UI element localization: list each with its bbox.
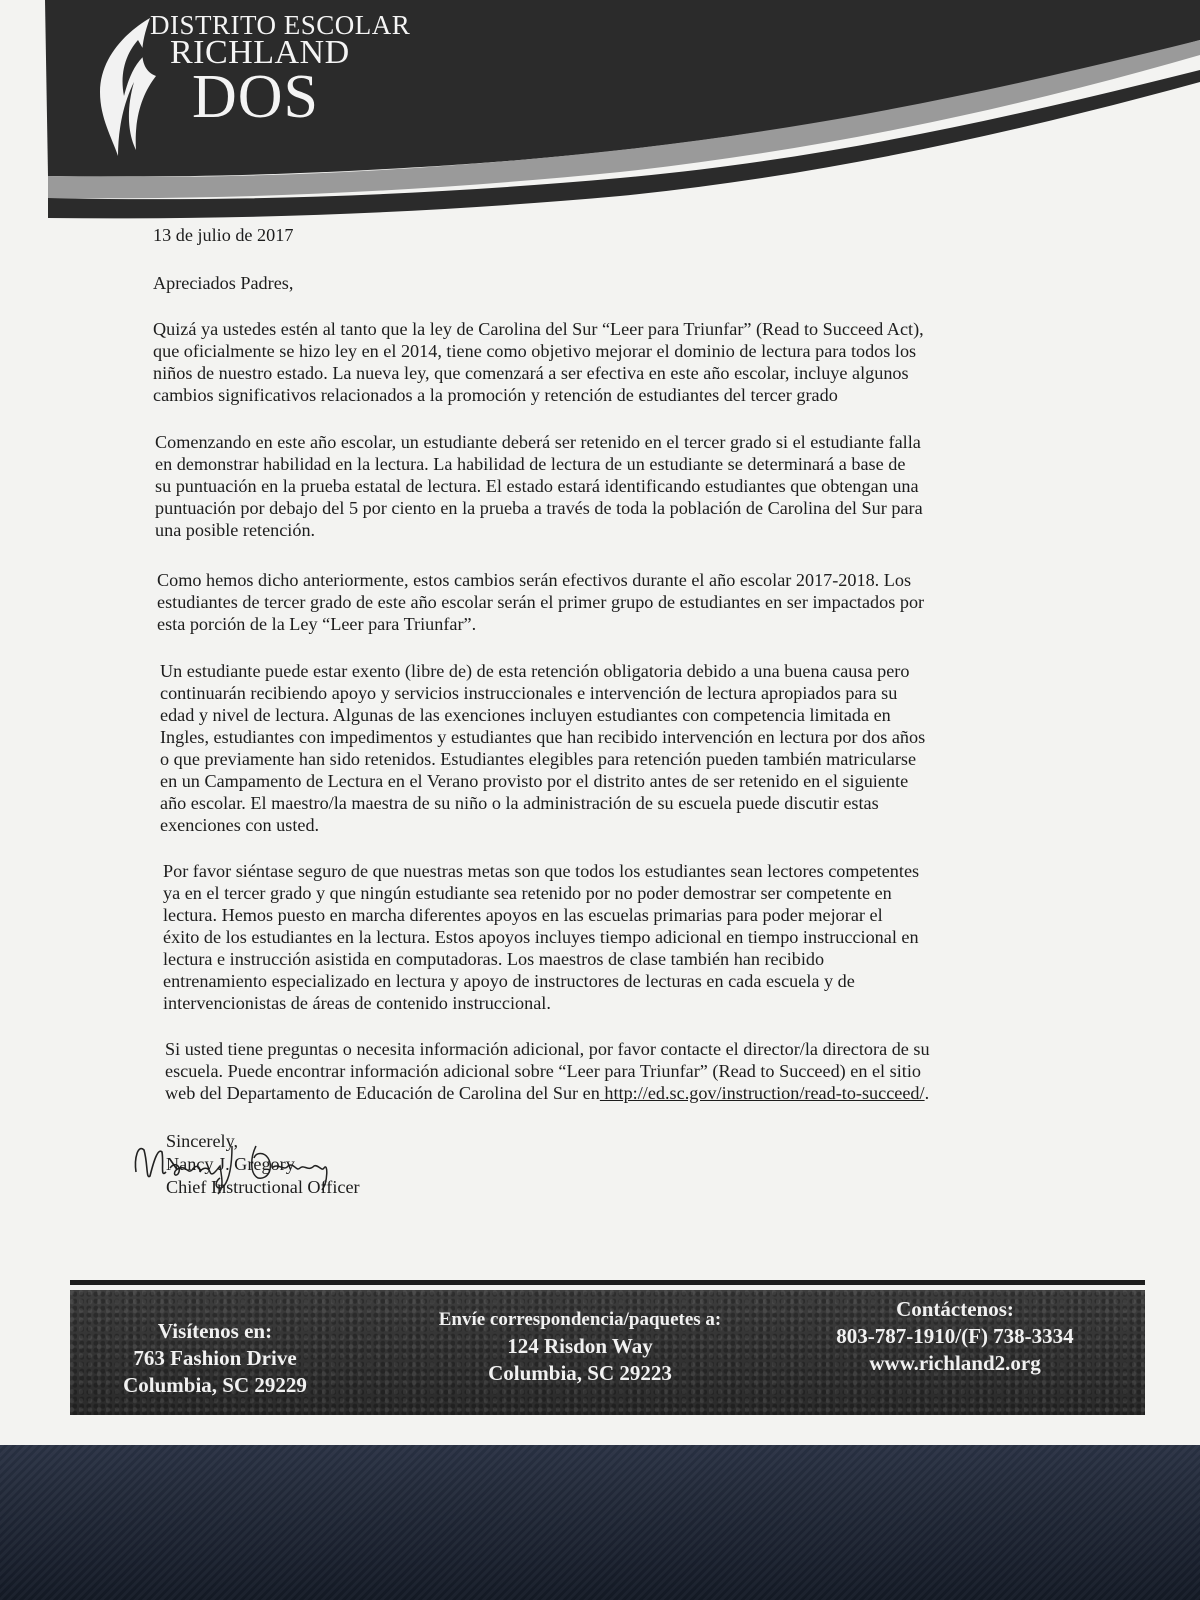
paragraph-line: ya en el tercer grado y que ningún estudiante sea retenido por no poder demostrar ser competente en	[163, 883, 892, 903]
paragraph-line: esta porción de la Ley “Leer para Triunfar”.	[157, 614, 477, 634]
paragraph-line: una posible retención.	[155, 520, 316, 540]
paragraph-line: intervencionistas de áreas de contenido instruccional.	[163, 993, 551, 1013]
paragraph-line: éxito de los estudiantes en la lectura. Estos apoyos incluyes tiempo adicional en tiempo instruccional en	[163, 927, 919, 947]
paragraph-line: cambios significativos relacionados a la promoción y retención de estudiantes del tercer grado	[153, 385, 838, 405]
paragraph-line: su puntuación en la prueba estatal de lectura. El estado estará identificando estudiantes que obtengan una	[155, 476, 919, 496]
paragraph-line: año escolar. El maestro/la maestra de su niño o la administración de su escuela puede discutir estas	[160, 793, 879, 813]
letter-greeting: Apreciados Padres,	[153, 273, 294, 293]
paragraph-line: Un estudiante puede estar exento (libre de) de esta retención obligatoria debido a una buena causa pero	[160, 661, 910, 681]
paragraph	[153, 318, 924, 406]
paragraph-line: edad y nivel de lectura. Algunas de las exenciones incluyen estudiantes con competencia limitada en	[160, 705, 891, 725]
paragraph-line: o que previamente han sido retenidos. Estudiantes elegibles para retención pueden también matricularse	[160, 749, 917, 769]
paragraph-line: lectura. Hemos puesto en marcha diferentes apoyos en las escuelas primarias para poder mejorar el	[163, 905, 883, 925]
link-suffix: .	[924, 1083, 930, 1103]
footer-visit	[100, 1318, 330, 1399]
footer-band	[70, 1290, 1145, 1415]
footer-contact-phone: 803-787-1910/(F) 738-3334	[836, 1324, 1074, 1348]
paragraph-line: lectura e instrucción asistida en computadoras. Los maestros de clase también han recibido	[163, 949, 825, 969]
letterhead	[0, 0, 1200, 230]
letter-date: 13 de julio de 2017	[153, 225, 294, 245]
paragraph	[163, 860, 919, 1014]
paragraph-line: Como hemos dicho anteriormente, estos cambios serán efectivos durante el año escolar 2017-2018. Los	[157, 570, 912, 590]
paragraph-line: Por favor siéntase seguro de que nuestras metas son que todos los estudiantes sean lectores competentes	[163, 861, 920, 881]
paragraph	[155, 431, 923, 541]
footer-visit-heading: Visítenos en:	[157, 1319, 273, 1343]
footer-mail	[415, 1306, 745, 1387]
paragraph-line: Comenzando en este año escolar, un estudiante deberá ser retenido en el tercer grado si el estudiante falla	[155, 432, 921, 452]
paragraph	[165, 1038, 930, 1104]
footer-mail-line2: Columbia, SC 29223	[488, 1361, 672, 1385]
district-line-1: DISTRITO ESCOLAR	[150, 10, 411, 40]
background-fabric	[0, 1445, 1200, 1600]
paragraph-line: que oficialmente se hizo ley en el 2014, tiene como objetivo mejorar el dominio de lectura para todos los	[153, 341, 917, 361]
footer-visit-line2: Columbia, SC 29229	[123, 1373, 307, 1397]
closing: Sincerely,	[166, 1131, 239, 1151]
paragraph-line: escuela. Puede encontrar información adicional sobre “Leer para Triunfar” (Read to Succeed) en el sitio	[165, 1061, 921, 1081]
paragraph-line: puntuación por debajo del 5 por ciento en la prueba a través de toda la población de Carolina del Sur para	[155, 498, 923, 518]
paragraph-line: continuarán recibiendo apoyo y servicios instruccionales e intervención de lectura apropiados para su	[160, 683, 898, 703]
paragraph-line: Ingles, estudiantes con impedimentos y estudiantes que han recibido intervención en lectura por dos años	[160, 727, 926, 747]
footer-mail-heading: Envíe correspondencia/paquetes a:	[438, 1309, 722, 1330]
footer-visit-line1: 763 Fashion Drive	[133, 1346, 297, 1370]
signer-name: Nancy J. Gregory	[166, 1154, 295, 1174]
paragraph-line: entrenamiento especializado en lectura y apoyo de instructores de lecturas en cada escuela y de	[163, 971, 855, 991]
paragraph-line: en un Campamento de Lectura en el Verano provisto por el distrito antes de ser retenido en el siguiente	[160, 771, 909, 791]
footer-rule	[70, 1280, 1145, 1285]
paragraph-line	[165, 1082, 930, 1104]
paragraph-line: exenciones con usted.	[160, 815, 320, 835]
footer-mail-line1: 124 Risdon Way	[507, 1334, 653, 1358]
district-line-3: DOS	[192, 63, 320, 131]
paragraph	[157, 569, 924, 635]
paragraph-line: en demonstrar habilidad en la lectura. La habilidad de lectura de un estudiante se determinará a base de	[155, 454, 906, 474]
footer-contact	[790, 1296, 1120, 1377]
paragraph-line: Si usted tiene preguntas o necesita información adicional, por favor contacte el director/la directora de su	[165, 1039, 930, 1059]
district-line-2: RICHLAND	[170, 34, 350, 71]
paragraph-line: niños de nuestro estado. La nueva ley, que comenzará a ser efectiva en este año escolar, incluye algunos	[153, 363, 909, 383]
read-to-succeed-link[interactable]: http://ed.sc.gov/instruction/read-to-succeed/	[599, 1083, 925, 1103]
footer-contact-website[interactable]: www.richland2.org	[869, 1351, 1041, 1375]
paragraph-line: Quizá ya ustedes estén al tanto que la ley de Carolina del Sur “Leer para Triunfar” (Read to Succeed Act),	[153, 319, 924, 339]
footer-contact-heading: Contáctenos:	[896, 1297, 1014, 1321]
signature-block	[166, 1130, 360, 1199]
paragraph-line: estudiantes de tercer grado de este año escolar serán el primer grupo de estudiantes en ser impactados por	[157, 592, 925, 612]
paragraph	[160, 660, 925, 836]
signer-title: Chief Instructional Officer	[166, 1177, 360, 1197]
link-prefix: web del Departamento de Educación de Carolina del Sur en	[165, 1083, 600, 1103]
